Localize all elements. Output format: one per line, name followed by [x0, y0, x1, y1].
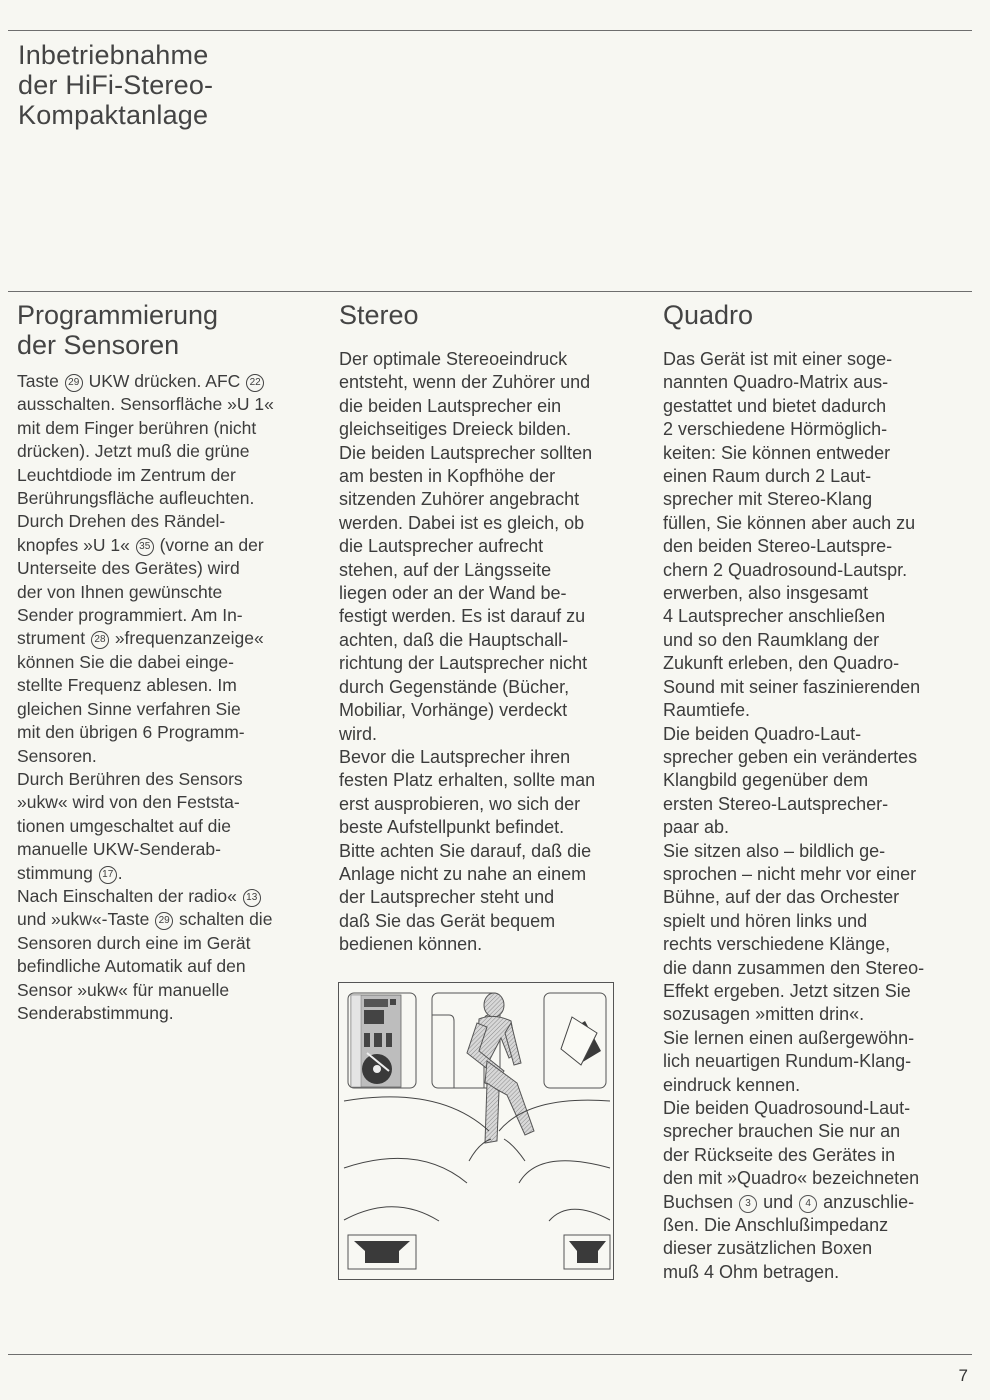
- heading-line: Stereo: [339, 300, 419, 330]
- page-title-line: Inbetriebnahme: [18, 40, 209, 70]
- text-line: [339, 769, 649, 792]
- text-line: [339, 418, 649, 441]
- text-segment: und »ukw«-Taste: [17, 909, 155, 930]
- text-segment: der von Ihnen gewünschte: [17, 581, 223, 602]
- text-line: [339, 699, 649, 722]
- text-line: [17, 698, 327, 721]
- text-line: [663, 371, 973, 394]
- text-segment: Durch Berühren des Sensors: [17, 768, 243, 789]
- text-line: [17, 721, 327, 744]
- text-segment: stellte Frequenz ablesen. Im: [17, 675, 237, 696]
- text-segment: Die beiden Lautsprecher sollten: [339, 442, 593, 463]
- text-line: [339, 933, 649, 956]
- reference-number-badge: 17: [99, 866, 117, 884]
- text-line: [663, 1027, 973, 1050]
- text-line: [663, 535, 973, 558]
- text-line: [663, 1097, 973, 1120]
- text-line: [339, 442, 649, 465]
- heading-line: Programmierung: [17, 300, 219, 330]
- text-segment: muß 4 Ohm betragen.: [663, 1261, 840, 1282]
- text-segment: Bevor die Lautsprecher ihren: [339, 746, 571, 767]
- text-line: [339, 629, 649, 652]
- text-segment: »frequenzanzeige«: [109, 628, 264, 649]
- text-segment: rechts verschiedene Klänge,: [663, 934, 891, 955]
- text-line: [339, 910, 649, 933]
- picture-frame-icon: [544, 993, 606, 1088]
- text-segment: Effekt ergeben. Jetzt sitzen Sie: [663, 980, 911, 1001]
- text-line: [17, 534, 327, 557]
- reference-number-badge: 22: [246, 374, 264, 392]
- text-line: [339, 395, 649, 418]
- text-line: [17, 510, 327, 533]
- text-segment: Sensoren durch eine im Gerät: [17, 932, 251, 953]
- text-line: [17, 651, 327, 674]
- text-line: [17, 487, 327, 510]
- section-body: [17, 370, 327, 1025]
- text-line: [663, 1261, 973, 1284]
- text-segment: gleichseitiges Dreieck bilden.: [339, 419, 572, 440]
- text-line: [17, 791, 327, 814]
- text-segment: Senderabstimmung.: [17, 1002, 174, 1023]
- text-line: [17, 674, 327, 697]
- text-segment: ausschalten. Sensorfläche »U 1«: [17, 394, 274, 415]
- text-line: [339, 605, 649, 628]
- text-segment: können Sie die dabei einge-: [17, 651, 234, 672]
- text-line: [17, 815, 327, 838]
- section-body: [663, 348, 973, 1284]
- reference-number-badge: 13: [243, 889, 261, 907]
- text-line: [339, 793, 649, 816]
- text-segment: stimmung: [17, 862, 98, 883]
- text-segment: 4 Lautsprecher anschließen: [663, 606, 886, 627]
- text-line: [663, 1074, 973, 1097]
- text-segment: gestattet und bietet dadurch: [663, 395, 887, 416]
- text-segment: erst ausprobieren, wo sich der: [339, 793, 581, 814]
- text-line: [17, 838, 327, 861]
- heading-line: Quadro: [663, 300, 754, 330]
- text-line: [339, 746, 649, 769]
- text-segment: strument: [17, 628, 90, 649]
- text-segment: chern 2 Quadrosound-Lautspr.: [663, 559, 908, 580]
- page-title-line: Kompaktanlage: [18, 100, 209, 130]
- section-heading: [339, 300, 649, 330]
- reference-number-badge: 35: [136, 538, 154, 556]
- sound-wave-arcs: [344, 1097, 610, 1221]
- stereo-placement-illustration: [338, 982, 614, 1280]
- text-segment: die Lautsprecher aufrecht: [339, 536, 544, 557]
- text-segment: beste Aufstellpunkt befindet.: [339, 817, 565, 838]
- text-line: [17, 604, 327, 627]
- text-line: [663, 816, 973, 839]
- text-segment: liegen oder an der Wand be-: [339, 583, 567, 604]
- text-line: [663, 1003, 973, 1026]
- text-line: [663, 488, 973, 511]
- heading-line: der Sensoren: [17, 330, 180, 360]
- text-segment: festigt werden. Es ist darauf zu: [339, 606, 586, 627]
- text-segment: Sound mit seiner faszinierenden: [663, 676, 921, 697]
- text-segment: paar ab.: [663, 817, 730, 838]
- text-line: [17, 581, 327, 604]
- text-line: [663, 723, 973, 746]
- text-line: [17, 885, 327, 908]
- text-line: [17, 955, 327, 978]
- text-segment: den mit »Quadro« bezeichneten: [663, 1168, 920, 1189]
- text-line: [17, 417, 327, 440]
- text-segment: Mobiliar, Vorhänge) verdeckt: [339, 700, 568, 721]
- text-line: [339, 676, 649, 699]
- text-segment: Klangbild gegenüber dem: [663, 770, 869, 791]
- section-stereo: [339, 300, 649, 957]
- text-line: [663, 629, 973, 652]
- text-segment: wird.: [339, 723, 378, 744]
- text-segment: »ukw« wird von den Feststa-: [17, 792, 240, 813]
- section-rule: [8, 291, 972, 292]
- text-line: [663, 1167, 973, 1190]
- text-segment: Sensor »ukw« für manuelle: [17, 979, 230, 1000]
- footer-rule: [8, 1354, 972, 1355]
- text-segment: nannten Quadro-Matrix aus-: [663, 372, 889, 393]
- text-line: [339, 816, 649, 839]
- text-line: [17, 370, 327, 393]
- reference-number-badge: 4: [799, 1195, 817, 1213]
- text-segment: Sie lernen einen außergewöhn-: [663, 1027, 915, 1048]
- text-segment: Zukunft erleben, den Quadro-: [663, 653, 900, 674]
- text-line: [663, 1050, 973, 1073]
- text-line: [663, 769, 973, 792]
- text-segment: Durch Drehen des Rändel-: [17, 511, 226, 532]
- text-line: [663, 957, 973, 980]
- text-segment: Bitte achten Sie darauf, daß die: [339, 840, 592, 861]
- text-segment: schalten die: [174, 909, 273, 930]
- text-line: [663, 933, 973, 956]
- text-line: [663, 1120, 973, 1143]
- text-segment: festen Platz erhalten, sollte man: [339, 770, 596, 791]
- page-number: 7: [958, 1366, 968, 1385]
- text-segment: füllen, Sie können aber auch zu: [663, 512, 916, 533]
- reference-number-badge: 28: [91, 631, 109, 649]
- text-segment: ßen. Die Anschlußimpedanz: [663, 1215, 889, 1236]
- text-line: [663, 512, 973, 535]
- text-segment: sprecher mit Stereo-Klang: [663, 489, 873, 510]
- left-speaker-icon: [348, 1235, 416, 1269]
- text-line: [339, 723, 649, 746]
- text-line: [663, 1237, 973, 1260]
- text-line: [17, 745, 327, 768]
- text-segment: werden. Dabei ist es gleich, ob: [339, 512, 585, 533]
- text-line: [17, 768, 327, 791]
- text-line: [339, 535, 649, 558]
- text-segment: Die beiden Quadrosound-Laut-: [663, 1098, 911, 1118]
- text-segment: sprecher brauchen Sie nur an: [663, 1121, 901, 1142]
- text-line: [339, 348, 649, 371]
- text-line: [663, 980, 973, 1003]
- text-line: [663, 559, 973, 582]
- text-segment: Unterseite des Gerätes) wird: [17, 558, 240, 579]
- text-segment: bedienen können.: [339, 934, 483, 955]
- text-line: [663, 652, 973, 675]
- text-segment: (vorne an der: [154, 534, 264, 555]
- text-segment: dieser zusätzlichen Boxen: [663, 1238, 873, 1259]
- text-line: [663, 418, 973, 441]
- text-line: [17, 393, 327, 416]
- section-heading: [17, 300, 327, 360]
- text-segment: gleichen Sinne verfahren Sie: [17, 698, 241, 719]
- text-segment: keiten: Sie können entweder: [663, 442, 891, 463]
- text-segment: Die beiden Quadro-Laut-: [663, 723, 862, 744]
- text-segment: Das Gerät ist mit einer soge-: [663, 349, 893, 369]
- top-rule: [8, 30, 972, 31]
- text-segment: entsteht, wenn der Zuhörer und: [339, 372, 591, 393]
- text-line: [339, 559, 649, 582]
- text-segment: Berührungsfläche aufleuchten.: [17, 488, 255, 509]
- text-segment: knopfes »U 1«: [17, 534, 135, 555]
- text-segment: sozusagen »mitten drin«.: [663, 1004, 865, 1025]
- text-line: [339, 512, 649, 535]
- text-line: [339, 465, 649, 488]
- text-line: [339, 652, 649, 675]
- text-line: [663, 863, 973, 886]
- text-line: [663, 1144, 973, 1167]
- text-segment: die dann zusammen den Stereo-: [663, 957, 925, 978]
- section-heading: [663, 300, 973, 330]
- text-segment: und so den Raumklang der: [663, 629, 880, 650]
- text-line: [663, 395, 973, 418]
- text-line: [663, 886, 973, 909]
- text-segment: erwerben, also insgesamt: [663, 583, 869, 604]
- text-segment: lich neuartigen Rundum-Klang-: [663, 1051, 912, 1072]
- text-line: [339, 840, 649, 863]
- text-segment: manuelle UKW-Senderab-: [17, 839, 221, 860]
- text-segment: .: [117, 862, 123, 883]
- text-segment: anzuschlie-: [818, 1191, 915, 1212]
- text-line: [17, 862, 327, 885]
- text-line: [17, 464, 327, 487]
- text-line: [663, 840, 973, 863]
- text-line: [663, 605, 973, 628]
- reference-number-badge: 29: [65, 374, 83, 392]
- text-segment: spielt und hören links und: [663, 910, 868, 931]
- text-line: [663, 1214, 973, 1237]
- text-line: [663, 1191, 973, 1214]
- text-line: [17, 1002, 327, 1025]
- text-segment: Leuchtdiode im Zentrum der: [17, 464, 236, 485]
- text-line: [663, 582, 973, 605]
- text-segment: sprochen – nicht mehr vor einer: [663, 863, 917, 884]
- section-quadro: [663, 300, 973, 1284]
- reference-number-badge: 29: [155, 912, 173, 930]
- text-line: [663, 910, 973, 933]
- text-segment: und: [758, 1191, 799, 1212]
- text-segment: sprecher geben ein verändertes: [663, 746, 918, 767]
- text-segment: sitzenden Zuhörer angebracht: [339, 489, 580, 510]
- text-line: [663, 746, 973, 769]
- text-segment: eindruck kennen.: [663, 1074, 801, 1095]
- text-segment: durch Gegenstände (Bücher,: [339, 676, 570, 697]
- text-line: [663, 442, 973, 465]
- section-body: [339, 348, 649, 957]
- text-segment: ersten Stereo-Lautsprecher-: [663, 793, 889, 814]
- text-segment: 2 verschiedene Hörmöglich-: [663, 419, 888, 440]
- text-segment: Sender programmiert. Am In-: [17, 605, 243, 626]
- text-segment: Buchsen: [663, 1191, 739, 1212]
- text-segment: Sie sitzen also – bildlich ge-: [663, 840, 886, 861]
- text-segment: stehen, auf der Längsseite: [339, 559, 552, 580]
- text-segment: die beiden Lautsprecher ein: [339, 395, 562, 416]
- text-line: [17, 908, 327, 931]
- page-title-line: der HiFi-Stereo-: [18, 70, 214, 100]
- text-segment: der Rückseite des Gerätes in: [663, 1144, 896, 1165]
- text-segment: einen Raum durch 2 Laut-: [663, 466, 872, 487]
- text-line: [339, 863, 649, 886]
- text-line: [17, 979, 327, 1002]
- text-segment: den beiden Stereo-Lautspre-: [663, 536, 893, 557]
- text-line: [663, 676, 973, 699]
- text-segment: mit den übrigen 6 Programm-: [17, 722, 245, 743]
- text-line: [663, 793, 973, 816]
- right-speaker-icon: [564, 1235, 610, 1269]
- text-line: [339, 488, 649, 511]
- text-segment: richtung der Lautsprecher nicht: [339, 653, 588, 674]
- text-segment: befindliche Automatik auf den: [17, 956, 246, 977]
- text-segment: drücken). Jetzt muß die grüne: [17, 441, 250, 462]
- text-line: [17, 440, 327, 463]
- text-line: [17, 627, 327, 650]
- text-segment: am besten in Kopfhöhe der: [339, 466, 556, 487]
- text-line: [339, 582, 649, 605]
- text-segment: tionen umgeschaltet auf die: [17, 815, 232, 836]
- text-segment: Anlage nicht zu nahe an einem: [339, 863, 587, 884]
- text-segment: Der optimale Stereoeindruck: [339, 349, 568, 369]
- text-line: [17, 932, 327, 955]
- text-segment: Raumtiefe.: [663, 700, 751, 721]
- text-line: [339, 886, 649, 909]
- text-segment: achten, daß die Hauptschall-: [339, 629, 569, 650]
- text-segment: Sensoren.: [17, 745, 97, 766]
- text-segment: Bühne, auf der das Orchester: [663, 887, 900, 908]
- text-segment: UKW drücken. AFC: [83, 371, 246, 391]
- text-line: [663, 465, 973, 488]
- reference-number-badge: 3: [739, 1195, 757, 1213]
- text-line: [17, 557, 327, 580]
- text-line: [663, 699, 973, 722]
- text-line: [339, 371, 649, 394]
- text-segment: Nach Einschalten der radio«: [17, 885, 242, 906]
- hifi-unit-icon: [348, 993, 416, 1088]
- page-title: [18, 40, 213, 130]
- text-segment: mit dem Finger berühren (nicht: [17, 417, 257, 438]
- text-segment: der Lautsprecher steht und: [339, 887, 555, 908]
- text-segment: Taste: [17, 371, 64, 391]
- text-segment: daß Sie das Gerät bequem: [339, 910, 556, 931]
- section-programmierung: [17, 300, 327, 1025]
- text-line: [663, 348, 973, 371]
